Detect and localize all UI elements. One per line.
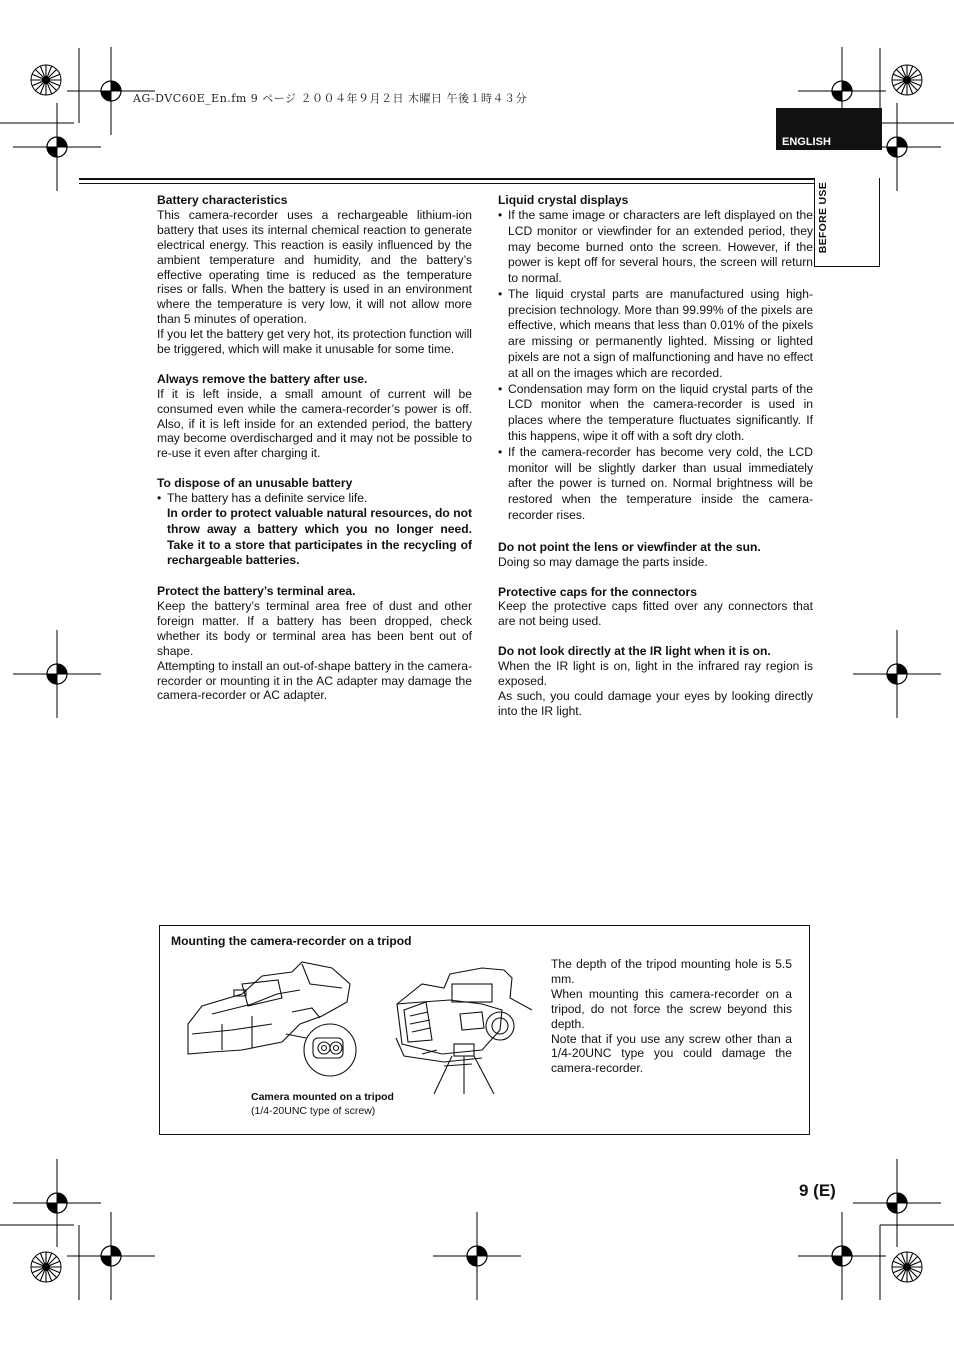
paragraph: Keep the protective caps fitted over any connectors that are not being used. [498,599,813,629]
section-heading: Do not look directly at the IR light when it is on. [498,644,771,659]
paragraph: Note that if you use any screw other than a 1/4-20UNC type you could damage the camera-recorder. [551,1031,792,1076]
right-column [498,193,813,734]
section-heading: Do not point the lens or viewfinder at the sun. [498,539,761,554]
section-heading: Protective caps for the connectors [498,584,697,599]
paragraph: When the IR light is on, light in the infrared ray region is exposed. [498,659,813,688]
terminal-area-section [157,584,472,703]
section-heading: Always remove the battery after use. [157,371,368,386]
bullet-item: • The liquid crystal parts are manufactured using high-precision technology. More than 99.99% of the pixels are effective, which means that less than 0.01% of the pixels are missing or permanently lighted. Missing or lighted pixels are not a sign of malfunctioning and have no effect at all on the images which are recorded. [498,287,813,382]
bullet-item: • Condensation may form on the liquid crystal parts of the LCD monitor when the camera-recorder is used in places where the temperature fluctuates significantly. If this happens, wipe it off with a soft dry cloth. [498,382,813,445]
bullet-item: • If the camera-recorder has become very cold, the LCD monitor will be slightly darker than usual immediately after the power is turned on. Normal brightness will be restored when the temperature inside the camera-recorder rises. [498,445,813,524]
section-heading: Battery characteristics [157,193,288,207]
section-side-tab-label: BEFORE USE [817,182,829,254]
tripod-instructions [551,957,792,1076]
remove-battery-section [157,372,472,461]
ir-light-section [498,644,813,719]
paragraph: As such, you could damage your eyes by looking directly into the IR light. [498,688,813,718]
section-heading: Protect the battery’s terminal area. [157,584,356,599]
sun-warning-section [498,540,813,570]
protective-caps-section [498,585,813,630]
camera-tripod-illustration [182,954,532,1094]
bullet-item: • If the same image or characters are left displayed on the LCD monitor or viewfinder for an extended period, they may become burned onto the screen. However, if the power is kept off for several hours, the screen will return to normal. [498,208,813,287]
left-column [157,193,472,718]
paragraph: When mounting this camera-recorder on a tripod, do not force the screw beyond this depth. [551,986,792,1031]
tripod-box-title: Mounting the camera-recorder on a tripod [171,934,412,948]
paragraph: The depth of the tripod mounting hole is 5.5 mm. [551,957,792,986]
page-number: 9 (E) [799,1181,836,1200]
paragraph: Attempting to install an out-of-shape battery in the camera-recorder or mounting it in the AC adapter may damage the camera-recorder or AC adapter. [157,658,472,703]
battery-characteristics-section [157,193,472,357]
tripod-mounting-box [159,925,810,1135]
language-tab-label: ENGLISH [782,136,831,148]
language-tab [776,108,882,150]
lcd-section [498,193,813,524]
illustration-caption-title: Camera mounted on a tripod [251,1091,394,1103]
section-heading: Liquid crystal displays [498,193,629,207]
illustration-caption-note: (1/4-20UNC type of screw) [251,1105,376,1117]
paragraph: Doing so may damage the parts inside. [498,554,708,569]
section-side-tab [814,178,880,267]
bullet-item: • The battery has a definite service life. [157,491,472,506]
header-rule-thin [79,183,815,184]
paragraph: Keep the battery’s terminal area free of dust and other foreign matter. If a battery has been dropped, check whether its body or terminal area has been bent out of shape. [157,598,472,658]
paragraph: If you let the battery get very hot, its protection function will be triggered, which will make it unusable for some time. [157,327,472,357]
file-header-line: AG-DVC60E_En.fm 9 ページ ２００４年９月２日 木曜日 午後１時４３分 [133,92,528,105]
recycling-notice: In order to protect valuable natural resources, do not throw away a battery which you no longer need. Take it to a store that participates in the recycling of rechargeable batteries. [167,506,472,568]
paragraph: If it is left inside, a small amount of current will be consumed even while the camera-recorder’s power is off. Also, if it is left inside for an extended period, the battery may become overdischarged and it may not be possible to re-use it even after charging it. [157,386,472,461]
header-rule-thick [79,178,815,180]
paragraph: This camera-recorder uses a rechargeable lithium-ion battery that uses its internal chemical reaction to generate electrical energy. This reaction is easily influenced by the ambient temperature and humidity, and the battery’s effective operating time is reduced as the temperature rises or falls. When the battery is used in an environment where the temperature is very low, it will not allow more than 5 minutes of operation. [157,207,472,327]
section-heading: To dispose of an unusable battery [157,476,353,491]
dispose-battery-section [157,476,472,569]
